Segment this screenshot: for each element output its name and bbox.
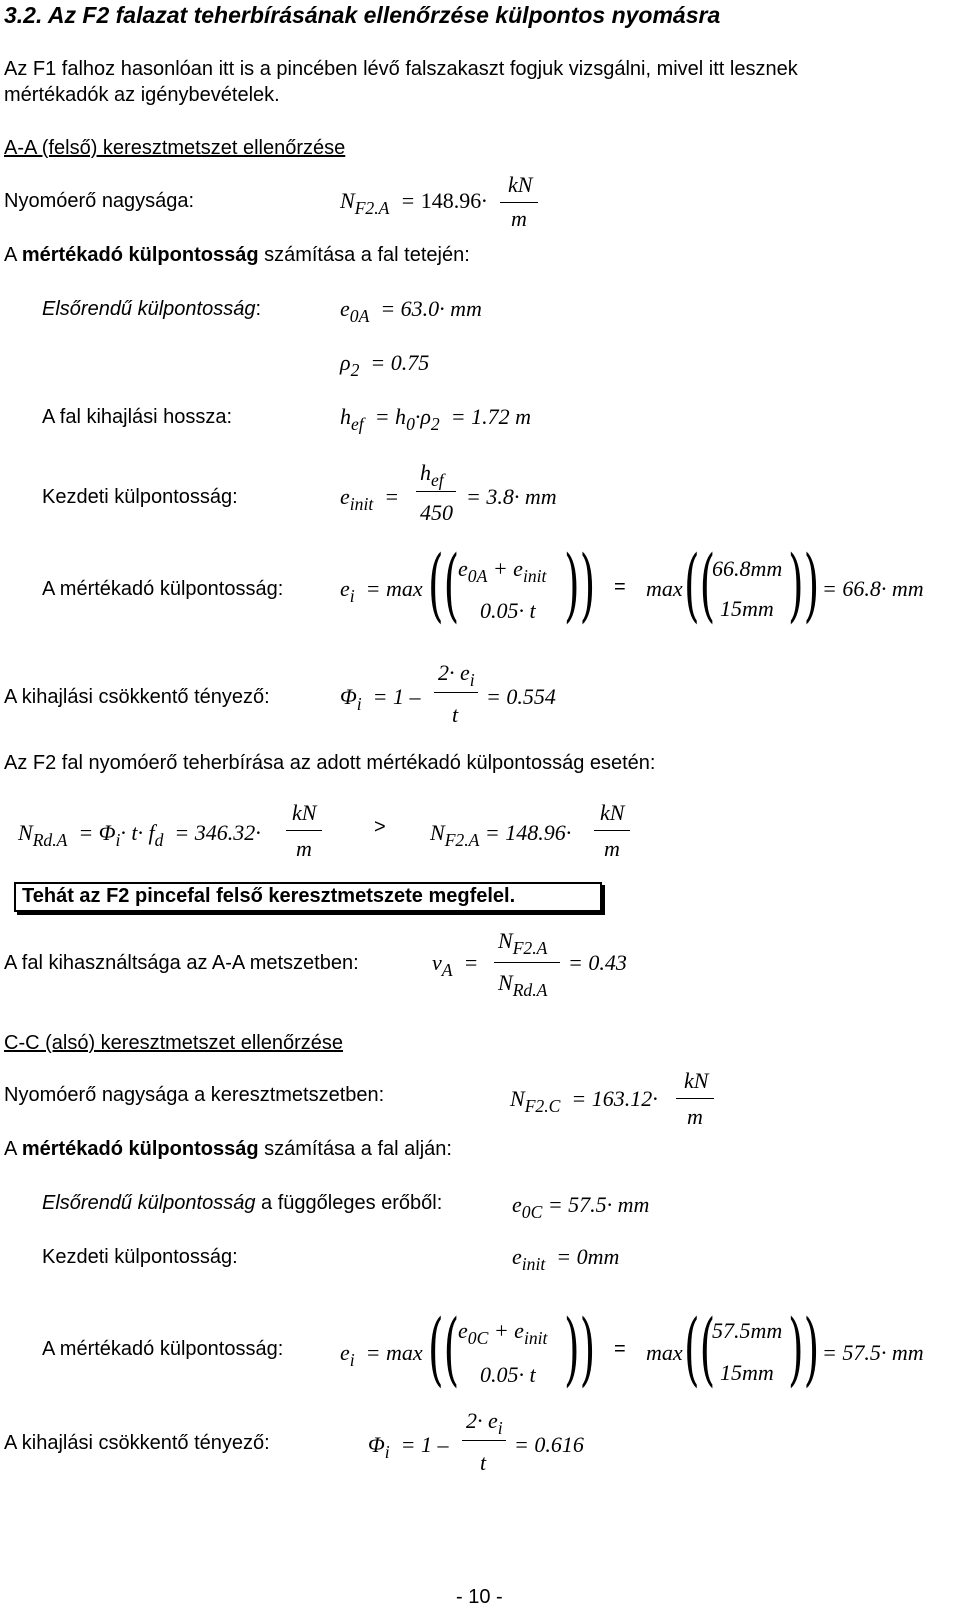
a-hef-label: A fal kihajlási hossza: [42,406,233,428]
c-ei-equals: = [614,1338,626,1360]
c-ei-max2: max [646,1340,683,1365]
page-number: - 10 - [456,1586,503,1608]
a-util-label: A fal kihasználtsága az A-A metszetben: [4,952,359,974]
a-ei-close-paren: )) [564,540,596,632]
a-util-num: $N_{F2.A}$ [498,928,548,959]
a-nrd-formula: $N_{Rd.A} = \Phi_i\cdot t\cdot f_d = 346.32\cdot$ [18,820,261,851]
a-ei-bottom: 0.05· t [480,598,536,623]
intro-line-2: mértékadók az igénybevételek. [4,84,280,106]
a-rho-formula: $\rho_2 = 0.75$ [340,350,430,381]
a-ei-top: $e_{0A} + e_{init}$ [458,556,547,587]
c-ei-bottom: 0.05· t [480,1362,536,1387]
a-nf2-formula: $N_{F2.A} = 148.96\cdot$ [430,820,572,851]
section-a-title: A-A (felső) keresztmetszet ellenőrzése [4,137,346,159]
a-ei-lhs: $e_i = \max$ [340,576,423,607]
a-force-value: 148.96 [420,188,482,213]
c-ei-bottom-value: 15mm [720,1360,774,1385]
c-ei-result: = 57.5· mm [822,1340,924,1365]
a-force-unit-line [500,202,538,203]
c-ei-open-paren: (( [428,1304,460,1396]
a-einit-line [416,491,456,492]
c-ei-label: A mértékadó külpontosság: [42,1338,284,1360]
a-ei-bottom-value: 15mm [720,596,774,621]
a-e0-label: Elsőrendű külpontosság: [42,298,262,320]
a-einit-num: $h_{ef}$ [420,460,444,491]
a-phi-num: $2\cdot e_i$ [438,660,475,691]
a-util-line [494,962,560,963]
a-util-den: $N_{Rd.A}$ [498,970,548,1001]
a-einit-rhs: = 3.8· mm [466,484,557,509]
a-ei-equals: = [614,576,626,598]
c-e0-formula: $e_{0C} = 57.5\cdot$ mm [512,1192,650,1223]
c-phi-num: $2\cdot e_i$ [466,1408,503,1439]
a-e0-formula: $e_{0A} = 63.0\cdot$ mm [340,296,482,327]
a-einit-label: Kezdeti külpontosság: [42,486,238,508]
a-nf2-unit-num: kN [600,800,625,825]
a-force-unit-den: m [511,206,527,231]
a-nrd-unit-line [286,830,322,831]
c-ei-top: $e_{0C} + e_{init}$ [458,1318,548,1349]
c-phi-den: t [480,1450,487,1475]
c-ei-lhs: $e_i = \max$ [340,1340,423,1371]
a-ecc-heading: A mértékadó külpontosság számítása a fal tetején: [4,244,470,266]
c-phi-rhs: = 0.616 [514,1432,584,1457]
c-ei-close-paren: )) [564,1304,596,1396]
a-phi-lhs: $\Phi_i = 1$ – [340,684,421,715]
c-force-unit-den: m [687,1104,703,1129]
c-e0-label: Elsőrendű külpontosság a függőleges erőből: [42,1192,443,1214]
a-phi-den: t [452,702,459,727]
c-force-unit-line [676,1098,714,1099]
a-util-rhs: = 0.43 [568,950,627,975]
c-ei-top-value: 57.5mm [712,1318,783,1343]
c-einit-formula: $e_{init} = 0mm$ [512,1244,620,1275]
a-ei-open-paren-2: (( [684,540,716,632]
a-einit-lhs: $e_{init}$ = [340,484,400,515]
a-capacity-label: Az F2 fal nyomóerő teherbírása az adott mértékadó külpontosság esetén: [4,752,656,774]
c-einit-label: Kezdeti külpontosság: [42,1246,238,1268]
a-force-unit-num: kN [508,172,533,197]
a-force-formula: $N_{F2.A} = 148.96\cdot$ [340,188,487,219]
a-conclusion-box: Tehát az F2 pincefal felső keresztmetszete megfelel. [14,882,602,912]
c-force-unit-num: kN [684,1068,709,1093]
a-nrd-unit-num: kN [292,800,317,825]
c-force-label: Nyomóerő nagysága a keresztmetszetben: [4,1084,385,1106]
c-phi-lhs: $\Phi_i = 1$ – [368,1432,449,1463]
a-compare-sign: > [374,816,386,838]
a-ei-top-value: 66.8mm [712,556,783,581]
a-ei-label: A mértékadó külpontosság: [42,578,284,600]
a-nrd-unit-den: m [296,836,312,861]
a-ei-close-paren-2: )) [788,540,820,632]
c-ecc-heading: A mértékadó külpontosság számítása a fal alján: [4,1138,452,1160]
c-phi-line [462,1440,506,1441]
a-nf2-unit-line [594,830,630,831]
a-ei-open-paren: (( [428,540,460,632]
a-force-label: Nyomóerő nagysága: [4,190,195,212]
a-phi-line [434,692,478,693]
a-nf2-unit-den: m [604,836,620,861]
a-phi-rhs: = 0.554 [486,684,556,709]
c-ei-close-paren-2: )) [788,1304,820,1396]
c-force-formula: $N_{F2.C} = 163.12\cdot$ [510,1086,658,1117]
a-phi-label: A kihajlási csökkentő tényező: [4,686,270,708]
a-ei-max2: max [646,576,683,601]
intro-line-1: Az F1 falhoz hasonlóan itt is a pincében lévő falszakaszt fogjuk vizsgálni, mivel itt lesznek [4,58,798,80]
page-heading: 3.2. Az F2 falazat teherbírásának ellenőrzése külpontos nyomásra [4,2,721,28]
a-util-lhs: $\nu_A$ = [432,950,479,981]
a-einit-den: 450 [420,500,453,525]
c-ei-open-paren-2: (( [684,1304,716,1396]
a-hef-formula: $h_{ef} = h_0\cdot\rho_2 = 1.72$ m [340,404,531,435]
a-ei-result: = 66.8· mm [822,576,924,601]
section-c-title: C-C (alsó) keresztmetszet ellenőrzése [4,1032,343,1054]
c-phi-label: A kihajlási csökkentő tényező: [4,1432,270,1454]
